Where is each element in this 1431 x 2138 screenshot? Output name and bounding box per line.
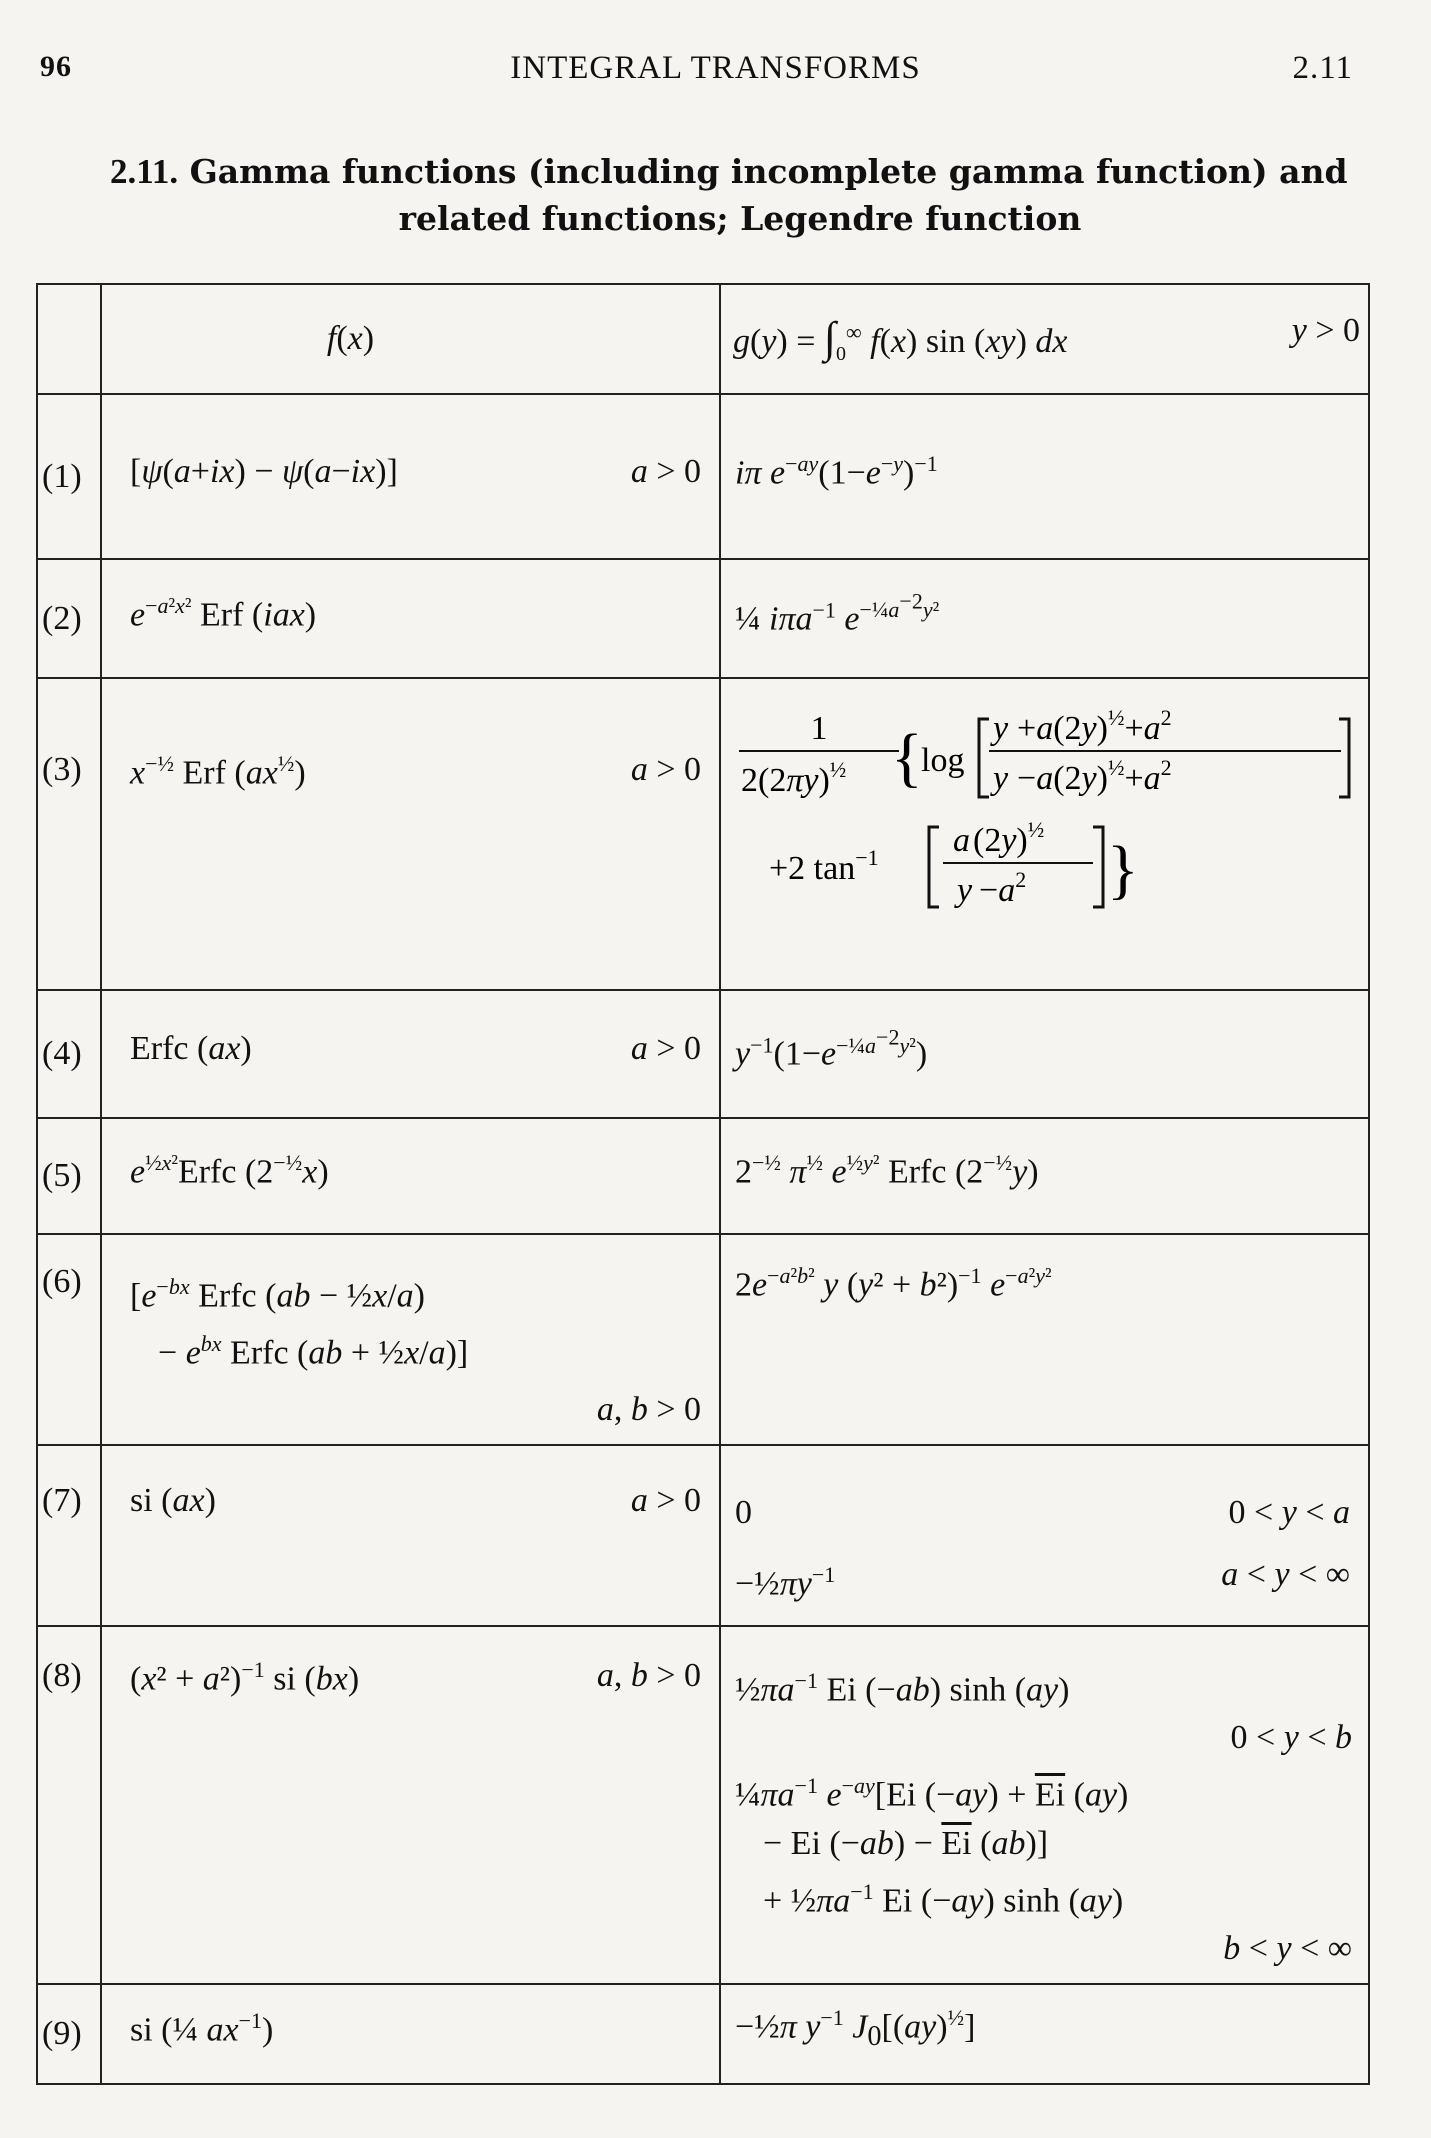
table-row — [37, 559, 1369, 678]
index-header — [37, 284, 101, 394]
svg-text:y: y — [993, 760, 1009, 797]
g-cell: −½π $y^{-1}$ $J_0[(ay)^{\frac{1}{2}}]$ — [720, 1984, 1369, 2084]
transform-table — [36, 283, 1370, 2085]
g-cell: iπ $e^{-ay}(1-e^{-y})^{-1}$ — [720, 394, 1369, 559]
row-index: (7) — [37, 1445, 101, 1626]
row-index: (5) — [37, 1118, 101, 1234]
table-row — [37, 1984, 1369, 2084]
table-header-row — [37, 284, 1369, 394]
row3-formula — [721, 679, 1366, 979]
g-cell: $2e^{-a^2b^2}$ y $(y^2 + b^2)^{-1}$ $e^{-a^2y^2}$ — [720, 1234, 1369, 1445]
g-cell: $y^{-1}(1-e^{-\frac{1}{4}a^{-2}y^2})$ — [720, 990, 1369, 1118]
row-index: (8) — [37, 1626, 101, 1984]
table-row — [37, 1626, 1369, 1984]
f-cell: si (¼ $ax^{-1}$) — [101, 1984, 720, 2084]
svg-text:−a2: $-a^2$ — [979, 867, 1027, 909]
row-index: (9) — [37, 1984, 101, 2084]
svg-text:a: a — [953, 822, 970, 859]
table-row — [37, 678, 1369, 990]
svg-text:1: 1 — [810, 710, 828, 747]
f-cell: $e^{-a^2x^2}$ Erf (iax) — [101, 559, 720, 678]
svg-text:(2y)½: $(2y)^{\frac{1}{2}}$ — [973, 817, 1045, 859]
row-index: (4) — [37, 990, 101, 1118]
f-cell: [$e^{-bx}$ Erfc (ab − ½x/a) − $e^{bx}$ Erfc (ab + ½x/a)] a, b > 0 — [101, 1234, 720, 1445]
row-index: (1) — [37, 394, 101, 559]
f-cell: Erfc (ax) a > 0 — [101, 990, 720, 1118]
svg-text:}: } — [1107, 833, 1139, 906]
row-index: (3) — [37, 678, 101, 990]
section-title — [110, 148, 1370, 242]
f-cell: $(x^2 + a^2)^{-1}$ si (bx) a, b > 0 — [101, 1626, 720, 1984]
section-title-number: 2.11. — [110, 152, 179, 191]
table-row — [37, 990, 1369, 1118]
row-index: (2) — [37, 559, 101, 678]
svg-text:{: { — [891, 721, 923, 794]
g-cell: $\frac{1}{2}\pi a^{-1}$ Ei (−ab) sinh (ay) 0 < y < b $\frac{1}{4}\pi a^{-1}$ $e^{-ay}[Ei$ $(-ay) + \overline{Ei}$ (ay) − Ei $(-ab) - \overline{Ei}$ (ab)] + $\frac{1}{2}\pi a^{-1}$ Ei (−ay) sinh (ay) b < y < ∞ — [720, 1626, 1369, 1984]
section-number: 2.11 — [1292, 50, 1353, 86]
table-row — [37, 1234, 1369, 1445]
g-column-header: $g(y) = \int_0^\infty$ f(x) sin (xy) dx y > 0 — [720, 284, 1369, 394]
g-cell: 0 0 < y < a $-\frac{1}{2}\pi y^{-1}$ a < y < ∞ — [720, 1445, 1369, 1626]
svg-text:−a(2y)½+a2: $-a(2y)^{\frac{1}{2}}+a^2$ — [1017, 755, 1172, 797]
table-row — [37, 394, 1369, 559]
f-cell: $e^{\frac{1}{2}x^2}Erfc$ $(2^{-\frac{1}{2}}x)$ — [101, 1118, 720, 1234]
table-row — [37, 1445, 1369, 1626]
row-index: (6) — [37, 1234, 101, 1445]
f-cell: si (ax) a > 0 — [101, 1445, 720, 1626]
svg-text:y: y — [957, 872, 973, 909]
g-cell: ¼ iπa$^{-1}$ $e^{-\frac{1}{4}a^{-2}y^2}$ — [720, 559, 1369, 678]
section-title-line2: related functions; Legendre function — [398, 199, 1082, 238]
f-column-header: f(x) — [101, 284, 720, 394]
svg-text:y: y — [993, 710, 1009, 747]
svg-text:2(2πy)½: $2(2\pi y)^{\frac{1}{2}}$ — [741, 757, 847, 799]
section-title-line1: Gamma functions (including incomplete gamma function) and — [189, 152, 1348, 191]
table-row — [37, 1118, 1369, 1234]
f-cell: $x^{-\frac{1}{2}}$ Erf $(ax^{\frac{1}{2}})$ a > 0 — [101, 678, 720, 990]
svg-text:+2 tan−1: +2 $\tan^{-1}$ — [769, 845, 879, 887]
running-title: INTEGRAL TRANSFORMS — [510, 50, 921, 86]
svg-text:+a(2y)½+a2: $+a(2y)^{\frac{1}{2}}+a^2$ — [1017, 705, 1172, 747]
svg-text:log: log — [921, 742, 965, 779]
f-cell: [ψ(a+ix) − ψ(a−ix)] a > 0 — [101, 394, 720, 559]
g-cell: $2^{-\frac{1}{2}}$ $\pi^{\frac{1}{2}}$ $e^{\frac{1}{2}y^2}$ Erfc $(2^{-\frac{1}{2}}y)$ — [720, 1118, 1369, 1234]
page-number: 96 — [40, 50, 72, 83]
g-cell — [720, 678, 1369, 990]
